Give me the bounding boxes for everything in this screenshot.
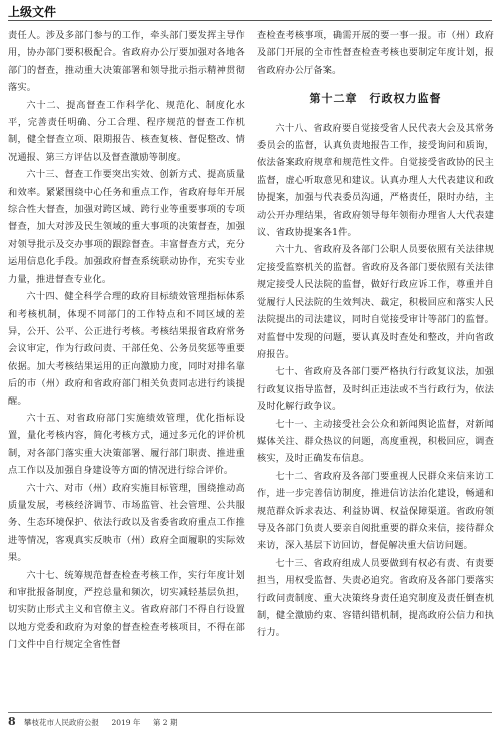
- publication-year: 2019 年: [111, 718, 141, 727]
- paragraph: 七十二、省政府及各部门要重视人民群众来信来访工作，进一步完善信访制度，推进信访法治化建设，畅通和规范群众诉求表达、利益协调、权益保障渠道。省政府领导及各部门负责人要亲自阅批重要的群众来信，接待群众来访，深入基层下访回访，督促解决重大信访问题。: [257, 470, 494, 552]
- paragraph: 六十九、省政府及各部门公职人员要依照有关法律规定接受监察机关的监督。省政府及各部门要依照有关法律规定接受人民法院的监督，做好行政应诉工作，尊重并自觉履行人民法院的生效判决、裁定，积极回应和落实人民法院提出的司法建议，同时自觉接受审计等部门的监督。对监督中发现的问题，要认真及时查处和整改，并向省政府报告。: [257, 244, 494, 360]
- paragraph: 六十三、督查工作要突出实效、创新方式、提高质量和效率。紧紧围绕中心任务和重点工作，省政府每年开展综合性大督查，加强对跨区域、跨行业等重要事项的专项督查，加大对涉及民生领域的重大事项的决策督查，加强对领导批示及交办事项的跟踪督查。丰富督查方式，充分运用信息化手段。加强政府督查系统联动协作，充实专业力量，推进督查专业化。: [8, 169, 245, 285]
- right-column: [257, 27, 494, 642]
- paragraph: 六十七、统筹规范督查检查考核工作，实行年度计划和审批报备制度，严控总量和频次，切实减轻基层负担，切实防止形式主义和官僚主义。省政府部门不得自行设置以地方党委和政府为对象的督查检查考核项目，不得在部门文件中自行规定全省性督: [8, 569, 245, 651]
- section-title: 上级文件: [8, 5, 57, 19]
- paragraph: 七十一、主动接受社会公众和新闻舆论监督，对新闻媒体关注、群众热议的问题，高度重视，积极回应，调查核实，及时正确发布信息。: [257, 418, 494, 465]
- paragraph: 六十八、省政府要自觉接受省人民代表大会及其常务委员会的监督，认真负责地报告工作，接受询问和质询，依法备案政府规章和规范性文件。自觉接受省政协的民主监督，虚心听取意见和建议。认真办理人大代表建议和政协提案，加强与代表委员沟通，严格责任，限时办结，主动公开办理结果，省政府领导每年领衔办理省人大代表建议、省政协提案各1件。: [257, 122, 494, 239]
- paragraph: 责任人。涉及多部门参与的工作，牵头部门要发挥主导作用，协办部门要积极配合。省政府办公厅要加强对各地各部门的督查，推动重大决策部署和领导批示指示精神贯彻落实。: [8, 30, 245, 94]
- header-divider: [8, 20, 492, 21]
- chapter-heading: 第十二章 行政权力监督: [309, 92, 442, 106]
- left-column: [8, 27, 245, 654]
- paragraph: 六十二、提高督查工作科学化、规范化、制度化水平，完善责任明确、分工合理、程序规范的督查工作机制，健全督查立项、限期报告、核查复核、督促整改、情况通报、第三方评估以及督查激励等制度。: [8, 99, 245, 163]
- paragraph: 六十六、对市（州）政府实施目标管理，围绕推动高质量发展，考核经济调节、市场监管、社会管理、公共服务、生态环境保护、依法行政以及省委省政府重点工作推进等情况，客观真实反映市（州）政府全面履职的实际效果。: [8, 482, 245, 564]
- page-number: 8: [8, 715, 16, 728]
- footer-divider: [8, 712, 492, 713]
- paragraph: 六十五、对省政府部门实施绩效管理，优化指标设置，量化考核内容，简化考核方式，通过多元化的评价机制，对各部门落实重大决策部署、履行部门职责、推进重点工作以及加强自身建设等方面的情况进行综合评价。: [8, 412, 245, 477]
- paragraph: 七十三、省政府组成人员要做到有权必有责、有责要担当，用权受监督、失责必追究。省政府及各部门要落实行政问责制度、重大决策终身责任追究制度及责任倒查机制，健全激励约束、容错纠错机制，提高政府公信力和执行力。: [257, 557, 494, 639]
- issue-number: 第 2 期: [152, 718, 178, 727]
- paragraph: 六十四、健全科学合理的政府目标绩效管理指标体系和考核机制，体现不同部门的工作特点和不同区域的差异，公开、公平、公正进行考核。考核结果报省政府常务会议审定，作为行政问责、干部任免、公务员奖惩等重要依据。加大考核结果运用的正向激励力度，同时对排名靠后的市（州）政府和省政府部门相关负责同志进行约谈提醒。: [8, 291, 245, 407]
- publication-name: 攀枝花市人民政府公报: [24, 718, 100, 727]
- page-footer: [8, 715, 177, 728]
- paragraph: 七十、省政府及各部门要严格执行行政复议法，加强行政复议指导监督，及时纠正违法或不当行政行为，依法及时化解行政争议。: [257, 366, 494, 413]
- paragraph: 查检查考核事项，确需开展的要一事一报。市（州）政府及部门开展的全市性督查检查考核也要制定年度计划，报省政府办公厅备案。: [257, 30, 494, 76]
